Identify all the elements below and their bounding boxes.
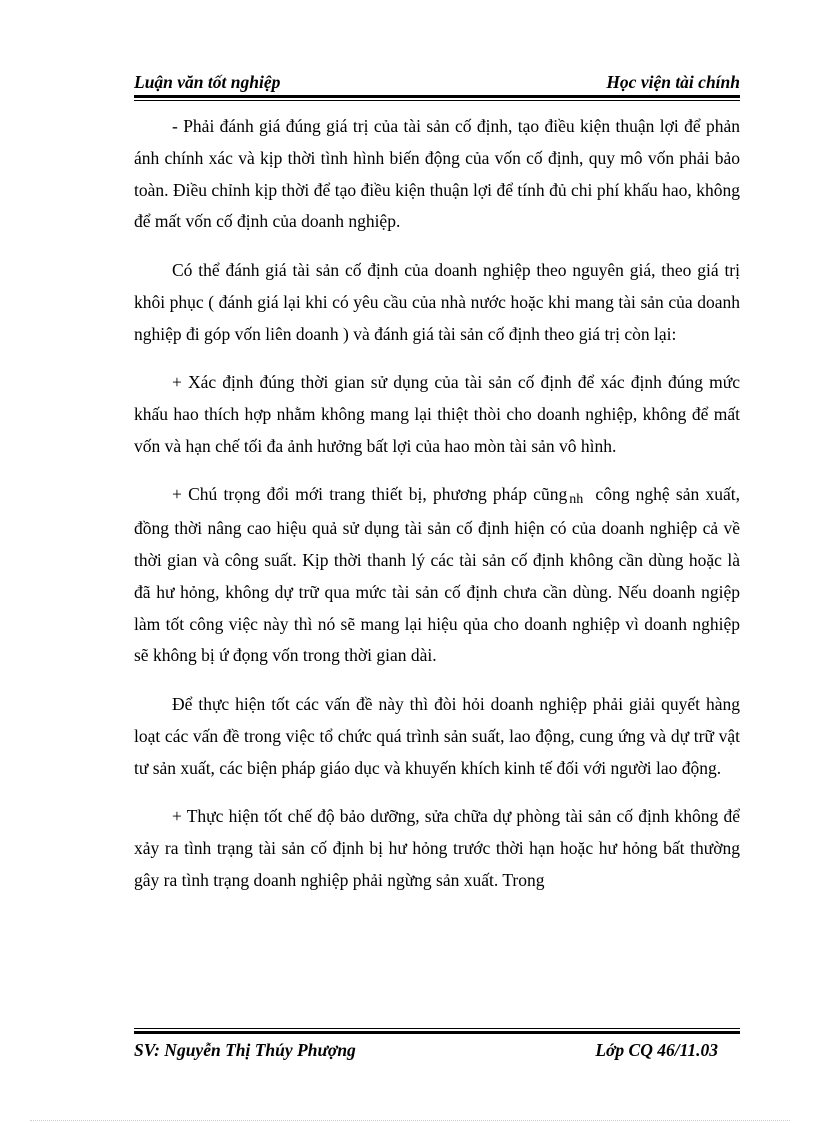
paragraph-equipment-renewal-part1: + Chú trọng đổi mới trang thiết bị, phương pháp cũng — [172, 484, 568, 505]
paragraph-equipment-renewal-small-text: nh — [569, 492, 584, 508]
page-footer — [134, 1040, 740, 1061]
header-thesis-title: Luận văn tốt nghiệp — [134, 72, 281, 92]
paragraph-usage-time: + Xác định đúng thời gian sử dụng của tài sản cố định để xác định đúng mức khấu hao thích hợp nhằm không mang lại thiệt thòi cho doanh nghiệp, không để mất vốn và hạn chế tối đa ảnh hưởng bất lợi của hao mòn tài sản vô hình. — [134, 372, 740, 456]
page-header — [134, 72, 740, 93]
paragraph-implementation: Để thực hiện tốt các vấn đề này thì đòi hỏi doanh nghiệp phải giải quyết hàng loạt các vấn đề trong việc tổ chức quá trình sản suất, lao động, cung ứng và dự trữ vật tư sản xuất, các biện pháp giáo dục và khuyến khích kinh tế đối với người lao động. — [134, 693, 740, 778]
footer-class-code: Lớp CQ 46/11.03 — [595, 1040, 718, 1060]
paragraph-valuation-methods: Có thể đánh giá tài sản cố định của doanh nghiệp theo nguyên giá, theo giá trị khôi phục ( đánh giá lại khi có yêu cầu của nhà nước hoặc khi mang tài sản của doanh nghiệp đi góp vốn liên doanh ) và đánh giá tài sản cố định theo giá trị còn lại: — [134, 259, 740, 344]
footer-rule-thick — [134, 1031, 740, 1034]
paragraph-maintenance: + Thực hiện tốt chế độ bảo dưỡng, sửa chữa dự phòng tài sản cố định không để xảy ra tình trạng tài sản cố định bị hư hỏng trước thời hạn hoặc hư hỏng bất thường gây ra tình trạng doanh nghiệp phải ngừng sản xuất. Trong — [134, 806, 740, 890]
header-institution: Học viện tài chính — [606, 72, 740, 92]
paragraph-asset-valuation: - Phải đánh giá đúng giá trị của tài sản cố định, tạo điều kiện thuận lợi để phản ánh chính xác và kịp thời tình hình biến động của vốn cố định, quy mô vốn phải bảo toàn. Điều chỉnh kịp thời để tạo điều kiện thuận lợi để tính đủ chi phí khấu hao, không để mất vốn cố định của doanh nghiệp. — [134, 116, 740, 232]
paragraph-equipment-renewal — [134, 479, 740, 672]
document-body — [134, 111, 740, 897]
page-bottom-dotted-border — [30, 1120, 790, 1121]
footer-rule-thin — [134, 1028, 740, 1029]
paragraph-equipment-renewal-part2: công nghệ sản xuất, đồng thời nâng cao hiệu quả sử dụng tài sản cố định hiện có của doanh nghiệp cả về thời gian và công suất. Kịp thời thanh lý các tài sản cố định không cần dùng hoặc là đã hư hỏng, không dự trữ qua mức tài sản cố định chưa cần dùng. Nếu doanh ngiệp làm tốt công việc này thì nó sẽ mang lại hiệu qủa cho doanh nghiệp vì doanh nghiệp sẽ không bị ứ đọng vốn trong thời gian dài. — [134, 484, 740, 666]
footer-student-name: SV: Nguyễn Thị Thúy Phượng — [134, 1040, 356, 1060]
header-rule-thin — [134, 100, 740, 101]
header-rule-thick — [134, 95, 740, 98]
